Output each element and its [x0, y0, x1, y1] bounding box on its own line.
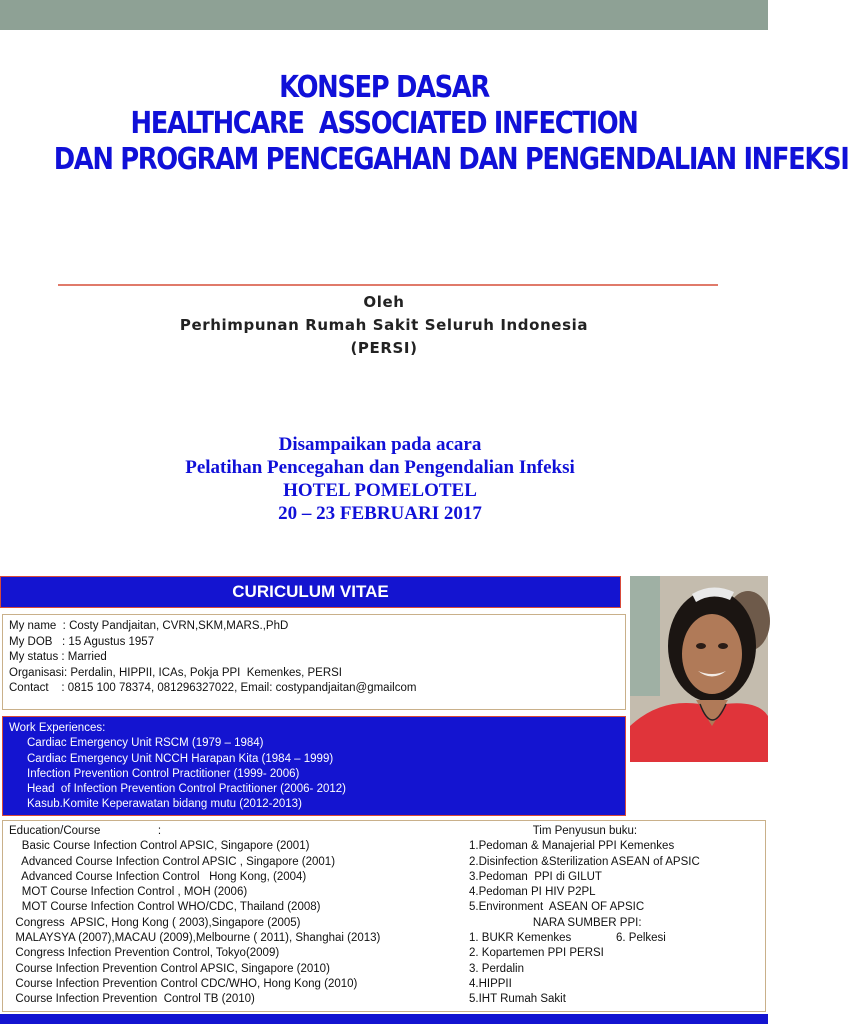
books-item: 1. BUKR Kemenkes 6. Pelkesi [469, 932, 666, 945]
work-item: Cardiac Emergency Unit RSCM (1979 – 1984) [27, 737, 264, 750]
work-item: Head of Infection Prevention Control Practitioner (2006- 2012) [27, 783, 346, 796]
presenter-organization: Perhimpunan Rumah Sakit Seluruh Indonesia [179, 316, 589, 334]
books-item: 3. Perdalin [469, 962, 524, 975]
education-item: MALAYSYA (2007),MACAU (2009),Melbourne ( 2011), Shanghai (2013) [9, 932, 381, 945]
education-item: Congress Infection Prevention Control, Tokyo(2009) [9, 947, 280, 960]
education-item: Basic Course Infection Control APSIC, Singapore (2001) [9, 840, 310, 853]
education-list [9, 824, 380, 1008]
event-block [0, 433, 760, 525]
education-item: MOT Course Infection Control , MOH (2006) [9, 886, 248, 899]
top-bar [0, 0, 768, 30]
presenter-by: Oleh [363, 293, 405, 311]
work-item: Infection Prevention Control Practitioner (1999- 2006) [27, 767, 300, 780]
title-line-1: KONSEP DASAR [279, 70, 489, 105]
event-line-1: Disampaikan pada acara [278, 434, 482, 455]
education-item: Course Infection Prevention Control CDC/WHO, Hong Kong (2010) [9, 977, 358, 990]
books-item: 4.HIPPII [469, 977, 512, 990]
education-item: Education/Course : [9, 825, 162, 837]
work-title: Work Experiences: [9, 722, 106, 734]
books-item: Tim Penyusun buku: [469, 825, 638, 837]
personal-dob: My DOB : 15 Agustus 1957 [9, 635, 155, 648]
education-item: Advanced Course Infection Control APSIC , Singapore (2001) [9, 855, 336, 868]
education-section [2, 820, 766, 1012]
presenter-photo [630, 576, 768, 762]
presenter-block [0, 291, 768, 360]
event-line-3: HOTEL POMELOTEL [283, 480, 477, 501]
portrait-image [630, 576, 768, 762]
work-experience [2, 716, 626, 816]
books-item: 2. Kopartemen PPI PERSI [469, 947, 604, 960]
title-line-3: DAN PROGRAM PENCEGAHAN DAN PENGENDALIAN INFEKSI [53, 142, 848, 177]
work-item: Cardiac Emergency Unit NCCH Harapan Kita (1984 – 1999) [27, 752, 334, 765]
work-item: Kasub.Komite Keperawatan bidang mutu (2012-2013) [27, 798, 302, 811]
divider-rule [58, 284, 718, 286]
books-item: 3.Pedoman PPI di GILUT [469, 870, 602, 883]
books-item: 4.Pedoman PI HIV P2PL [469, 886, 596, 899]
bottom-bar [0, 1014, 768, 1024]
books-item: 5.Environment ASEAN OF APSIC [469, 901, 645, 914]
personal-status: My status : Married [9, 651, 107, 663]
slide-title [53, 70, 848, 178]
personal-name: My name : Costy Pandjaitan, CVRN,SKM,MARS.,PhD [9, 620, 289, 632]
title-line-2: HEALTHCARE ASSOCIATED INFECTION [130, 106, 638, 141]
education-item: Advanced Course Infection Control Hong Kong, (2004) [9, 870, 307, 883]
presenter-abbreviation: (PERSI) [350, 339, 418, 357]
education-item: Course Infection Prevention Control TB (2010) [9, 993, 255, 1006]
cv-header: CURICULUM VITAE [0, 576, 621, 608]
books-list [469, 824, 700, 1008]
education-item: Congress APSIC, Hong Kong ( 2003),Singapore (2005) [9, 916, 301, 929]
books-item: 2.Disinfection &Sterilization ASEAN of APSIC [469, 855, 700, 868]
books-item: NARA SUMBER PPI: [469, 916, 642, 929]
books-item: 5.IHT Rumah Sakit [469, 993, 566, 1006]
event-line-4: 20 – 23 FEBRUARI 2017 [278, 503, 482, 524]
personal-organization: Organisasi: Perdalin, HIPPII, ICAs, Pokja PPI Kemenkes, PERSI [9, 666, 342, 679]
personal-info [2, 614, 626, 710]
education-item: Course Infection Prevention Control APSIC, Singapore (2010) [9, 962, 330, 975]
education-item: MOT Course Infection Control WHO/CDC, Thailand (2008) [9, 901, 321, 914]
personal-contact: Contact : 0815 100 78374, 081296327022, Email: costypandjaitan@gmailcom [9, 682, 417, 694]
books-item: 1.Pedoman & Manajerial PPI Kemenkes [469, 840, 675, 853]
event-line-2: Pelatihan Pencegahan dan Pengendalian Infeksi [185, 457, 575, 478]
